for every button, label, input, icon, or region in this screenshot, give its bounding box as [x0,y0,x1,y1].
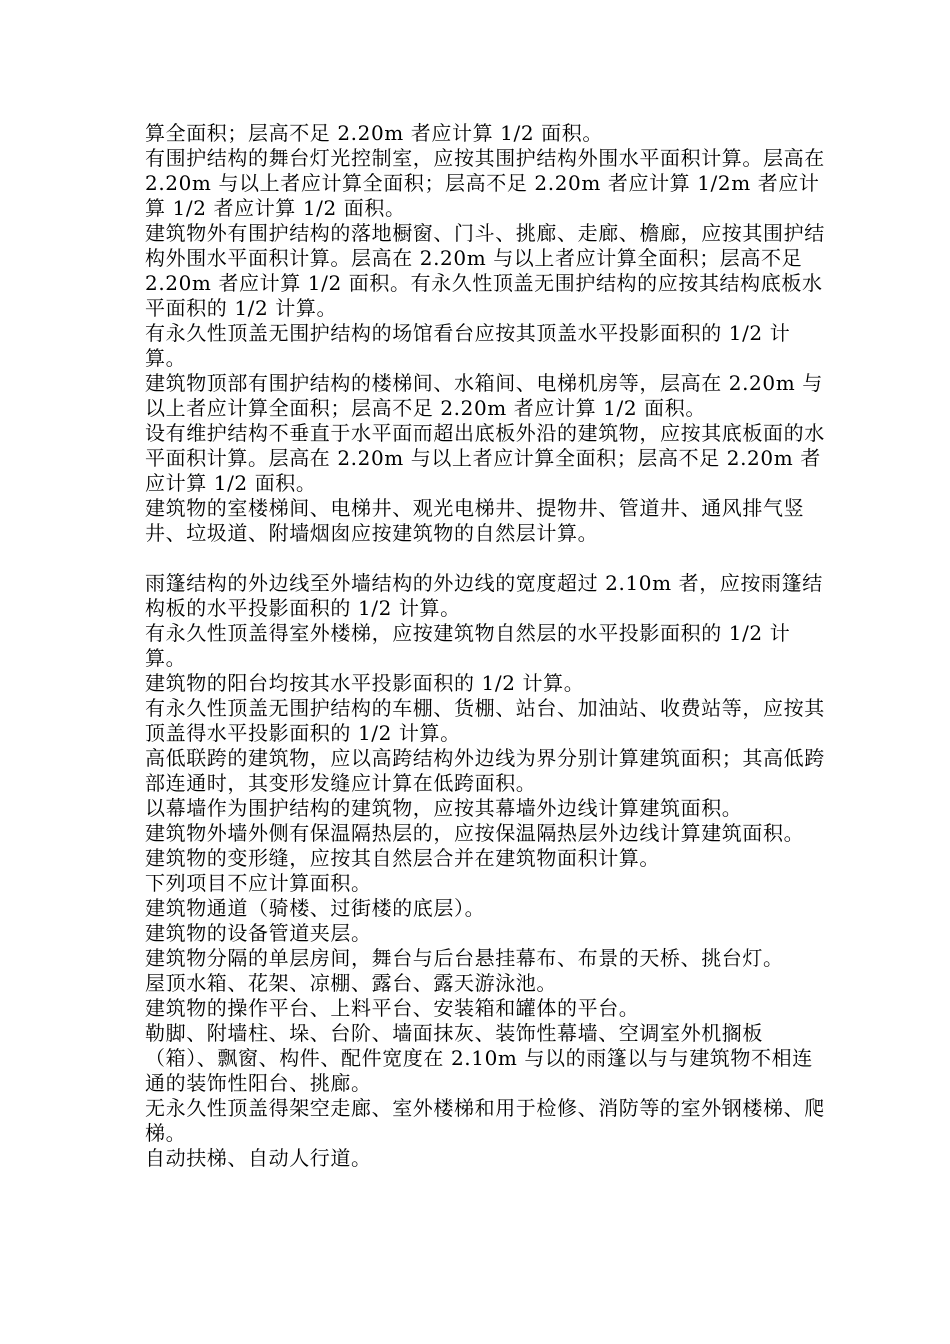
paragraph: 下列项目不应计算面积。 [145,871,372,895]
paragraph: 屋顶水箱、花架、凉棚、露台、露天游泳池。 [145,971,557,995]
paragraph: 建筑物顶部有围护结构的楼梯间、水箱间、电梯机房等，层高在 2.20m 与以上者应计算全面积；层高不足 2.20m 者应计算 1/2 面积。 [145,371,823,420]
paragraph: 建筑物的阳台均按其水平投影面积的 1/2 计算。 [145,671,585,695]
paragraph: 无永久性顶盖得架空走廊、室外楼梯和用于检修、消防等的室外钢楼梯、爬梯。 [145,1096,825,1145]
paragraph: 建筑物通道（骑楼、过街楼的底层）。 [145,896,486,920]
paragraph: 高低联跨的建筑物，应以高跨结构外边线为界分别计算建筑面积；其高低跨部连通时，其变形发缝应计算在低跨面积。 [145,746,825,795]
paragraph: 算全面积；层高不足 2.20m 者应计算 1/2 面积。 [145,121,603,145]
paragraph: 建筑物分隔的单层房间，舞台与后台悬挂幕布、布景的天桥、挑台灯。 [145,946,784,970]
paragraph: 建筑物的设备管道夹层。 [145,921,372,945]
paragraph: 建筑物外有围护结构的落地橱窗、门斗、挑廊、走廊、檐廊，应按其围护结构外围水平面积计算。层高在 2.20m 与以上者应计算全面积；层高不足 2.20m 者应计算 1/2 面积。有永久性顶盖无围护结构的应按其结构底板水平面积的 1/2 计算。 [145,221,825,320]
blank-line [145,546,825,571]
paragraph: 有永久性顶盖得室外楼梯，应按建筑物自然层的水平投影面积的 1/2 计算。 [145,621,791,670]
paragraph: 以幕墙作为围护结构的建筑物，应按其幕墙外边线计算建筑面积。 [145,796,743,820]
paragraph: 有围护结构的舞台灯光控制室，应按其围护结构外围水平面积计算。层高在 2.20m 与以上者应计算全面积；层高不足 2.20m 者应计算 1/2m 者应计算 1/2 者应计算 1/2 面积。 [145,146,825,220]
paragraph: 建筑物的室楼梯间、电梯井、观光电梯井、提物井、管道井、通风排气竖井、垃圾道、附墙烟囱应按建筑物的自然层计算。 [145,496,805,545]
paragraph: 有永久性顶盖无围护结构的场馆看台应按其顶盖水平投影面积的 1/2 计算。 [145,321,791,370]
paragraph: 设有维护结构不垂直于水平面而超出底板外沿的建筑物，应按其底板面的水平面积计算。层高在 2.20m 与以上者应计算全面积；层高不足 2.20m 者应计算 1/2 面积。 [145,421,825,495]
paragraph: 建筑物外墙外侧有保温隔热层的，应按保温隔热层外边线计算建筑面积。 [145,821,805,845]
document-body [145,121,825,1171]
paragraph: 建筑物的操作平台、上料平台、安装箱和罐体的平台。 [145,996,640,1020]
paragraph: 有永久性顶盖无围护结构的车棚、货棚、站台、加油站、收费站等，应按其顶盖得水平投影面积的 1/2 计算。 [145,696,825,745]
paragraph: 雨篷结构的外边线至外墙结构的外边线的宽度超过 2.10m 者，应按雨篷结构板的水平投影面积的 1/2 计算。 [145,571,823,620]
paragraph: 自动扶梯、自动人行道。 [145,1146,372,1170]
paragraph: 勒脚、附墙柱、垛、台阶、墙面抹灰、装饰性幕墙、空调室外机搁板（箱）、飘窗、构件、配件宽度在 2.10m 与以的雨篷以与与建筑物不相连通的装饰性阳台、挑廊。 [145,1021,813,1095]
paragraph: 建筑物的变形缝，应按其自然层合并在建筑物面积计算。 [145,846,660,870]
